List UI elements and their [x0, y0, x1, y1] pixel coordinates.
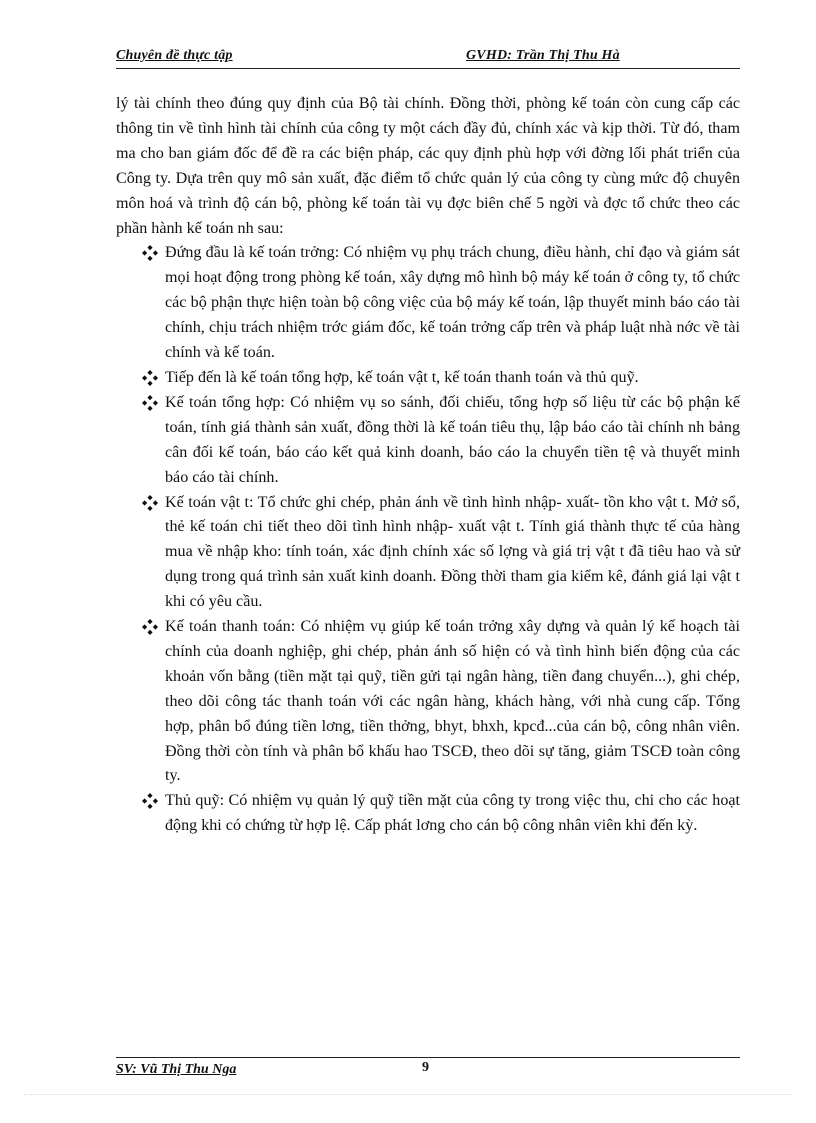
list-item [116, 391, 740, 491]
duty-list [116, 241, 740, 839]
header-supervisor: GVHD: Trần Thị Thu Hà [466, 48, 620, 63]
list-item-text: Thủ quỹ: Có nhiệm vụ quản lý quỹ tiền mặt của công ty trong việc thu, chi cho các hoạt động khi có chứng từ hợp lệ. Cấp phát lơng cho cán bộ công nhân viên khi đến kỳ. [165, 792, 740, 835]
diamond-bullet-icon [141, 618, 159, 636]
intro-paragraph: lý tài chính theo đúng quy định của Bộ tài chính. Đồng thời, phòng kế toán còn cung cấp các thông tin về tình hình tài chính của công ty một cách đầy đủ, chính xác và kịp thời. Từ đó, tham ma cho ban giám đốc để đề ra các biện pháp, các quy định phù hợp với đờng lối phát triển của Công ty. Dựa trên quy mô sản xuất, đặc điểm tổ chức quản lý của công ty cùng mức độ chuyên môn hoá và trình độ cán bộ, phòng kế toán tài vụ đợc biên chế 5 ngời và đợc tổ chức theo các phần hành kế toán nh sau: [116, 95, 740, 237]
document-body [116, 92, 740, 839]
page-footer [116, 1057, 740, 1078]
list-item [116, 789, 740, 839]
diamond-bullet-icon [141, 792, 159, 810]
list-item [116, 366, 740, 391]
list-item [116, 491, 740, 616]
diamond-bullet-icon [141, 244, 159, 262]
footer-author: SV: Vũ Thị Thu Nga [116, 1062, 237, 1077]
page-number: 9 [422, 1060, 429, 1075]
list-item [116, 241, 740, 366]
list-item-text: Kế toán thanh toán: Có nhiệm vụ giúp kế toán trởng xây dựng và quản lý kế hoạch tài chính của doanh nghiệp, ghi chép, phản ánh số hiện có và tình hình biến động của các khoản vốn bằng (tiền mặt tại quỹ, tiền gửi tại ngân hàng, tiền đang chuyển...), ghi chép, theo dõi công tác thanh toán với các ngân hàng, khách hàng, với nhà cung cấp. Tổng hợp, phân bổ đúng tiền lơng, tiền thởng, bhyt, bhxh, kpcđ...của cán bộ, công nhân viên. Đồng thời còn tính và phân bổ khấu hao TSCĐ, theo dõi sự tăng, giảm TSCĐ toàn công ty. [165, 618, 740, 785]
list-item-text: Đứng đầu là kế toán trởng: Có nhiệm vụ phụ trách chung, điều hành, chỉ đạo và giám sát mọi hoạt động trong phòng kế toán, xây dựng mô hình bộ máy kế toán ở công ty, tổ chức các bộ phận thực hiện toàn bộ công việc của bộ máy kế toán, lập thuyết minh báo cáo tài chính, chịu trách nhiệm trớc giám đốc, kế toán trởng cấp trên và pháp luật nhà nớc về tài chính và kế toán. [165, 244, 740, 362]
page-edge-divider [24, 1094, 792, 1095]
list-item-text: Kế toán tổng hợp: Có nhiệm vụ so sánh, đối chiếu, tổng hợp số liệu từ các bộ phận kế toán, tính giá thành sản xuất, đồng thời là kế toán tiêu thụ, lập báo cáo tài chính nh bảng cân đối kế toán, báo cáo kết quả kinh doanh, báo cáo la chuyển tiền tệ và thuyết minh báo cáo tài chính. [165, 393, 740, 486]
list-item-text: Tiếp đến là kế toán tổng hợp, kế toán vật t, kế toán thanh toán và thủ quỹ. [165, 368, 639, 386]
diamond-bullet-icon [141, 494, 159, 512]
list-item [116, 615, 740, 789]
page-header [116, 48, 740, 69]
diamond-bullet-icon [141, 369, 159, 387]
header-title: Chuyên đề thực tập [116, 48, 233, 63]
diamond-bullet-icon [141, 394, 159, 412]
list-item-text: Kế toán vật t: Tổ chức ghi chép, phản ánh về tình hình nhập- xuất- tồn kho vật t. Mở sổ, thẻ kế toán chi tiết theo dõi tình hình nhập- xuất vật t. Tính giá thành thực tế của hàng mua về nhập kho: tính toán, xác định chính xác số lợng và giá trị vật t đã tiêu hao và sử dụng trong quá trình sản xuất kinh doanh. Đồng thời tham gia kiểm kê, đánh giá lại vật t khi có yêu cầu. [165, 493, 740, 611]
